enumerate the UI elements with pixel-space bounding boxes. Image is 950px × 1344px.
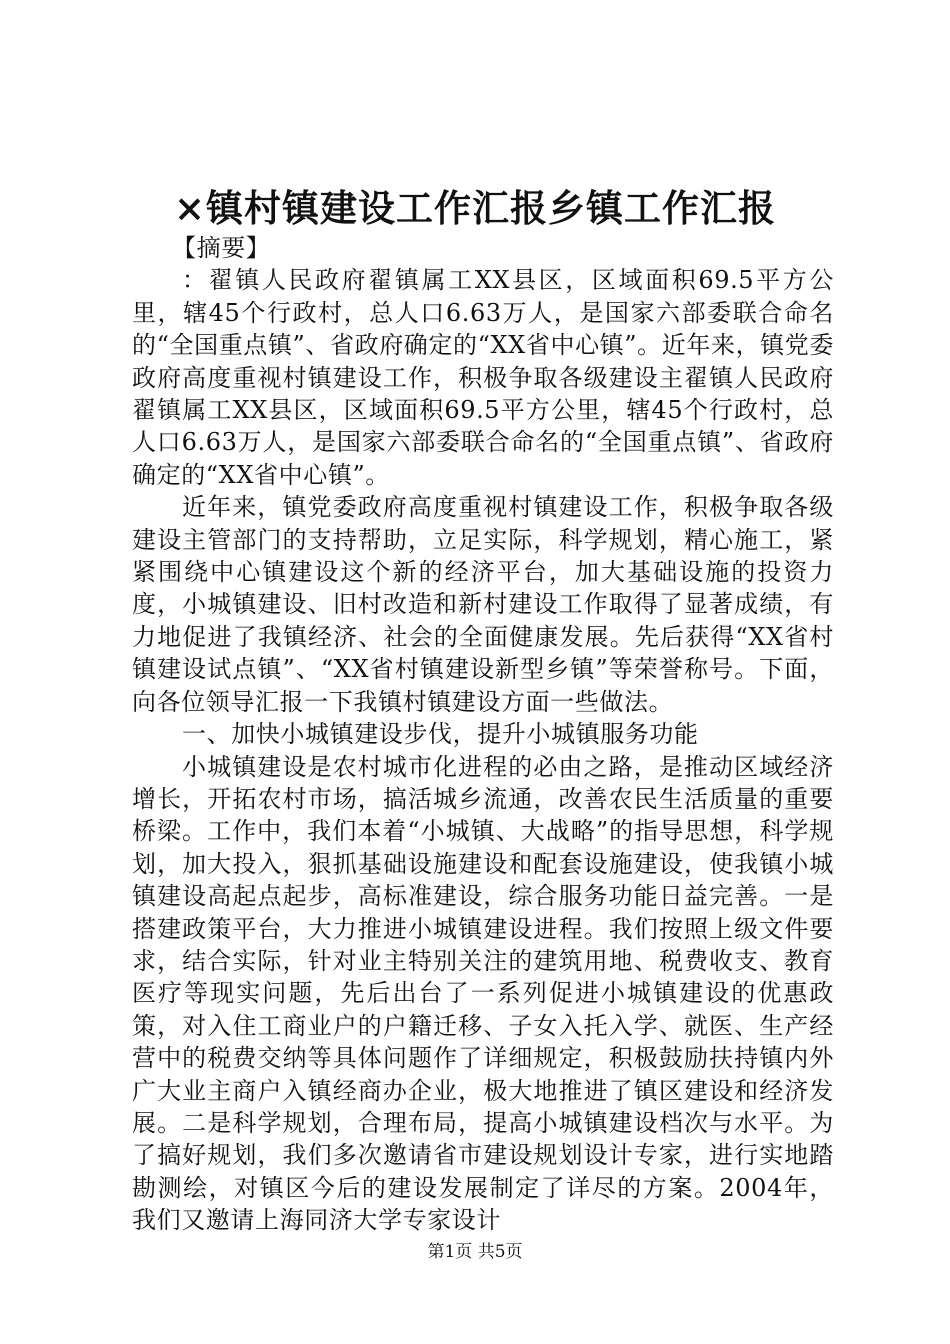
paragraph-section-1: 小城镇建设是农村城市化进程的必由之路，是推动区域经济增长，开拓农村市场，搞活城乡流通，改善农民生活质量的重要桥梁。工作中，我们本着“小城镇、大战略”的指导思想，科学规划，加大投入，狠抓基础设施建设和配套设施建设，使我镇小城镇建设高起点起步，高标准建设，综合服务功能日益完善。一是搭建政策平台，大力推进小城镇建设进程。我们按照上级文件要求，结合实际，针对业主特别关注的建筑用地、税费收支、教育医疗等现实问题，先后出台了一系列促进小城镇建设的优惠政策，对入住工商业户的户籍迁移、子女入托入学、就医、生产经营中的税费交纳等具体问题作了详细规定，积极鼓励扶持镇内外广大业主商户入镇经商办企业，极大地推进了镇区建设和经济发展。二是科学规划，合理布局，提高小城镇建设档次与水平。为了搞好规划，我们多次邀请省市建设规划设计专家，进行实地踏勘测绘，对镇区今后的建设发展制定了详尽的方案。2004年，我们又邀请上海同济大学专家设计 — [132, 752, 834, 1235]
document-title: ×镇村镇建设工作汇报乡镇工作汇报 — [173, 186, 776, 230]
paragraph-intro: 近年来，镇党委政府高度重视村镇建设工作，积极争取各级建设主管部门的支持帮助，立足实际，科学规划，精心施工，紧紧围绕中心镇建设这个新的经济平台，加大基础设施的投资力度，小城镇建设、旧村改造和新村建设工作取得了显著成绩，有力地促进了我镇经济、社会的全面健康发展。先后获得“XX省村镇建设试点镇”、“XX省村镇建设新型乡镇”等荣誉称号。下面，向各位领导汇报一下我镇村镇建设方面一些做法。 — [132, 493, 834, 716]
document-body — [132, 232, 834, 1237]
abstract-label: 【摘要】 — [172, 234, 271, 262]
section-heading-1: 一、加快小城镇建设步伐，提升小城镇服务功能 — [182, 720, 699, 749]
page-number-footer: 第1页 共5页 — [427, 1242, 523, 1262]
paragraph-abstract: ：翟镇人民政府翟镇属工XX县区，区域面积69.5平方公里，辖45个行政村，总人口6.63万人，是国家六部委联合命名的“全国重点镇”、省政府确定的“XX省中心镇”。近年来，镇党委政府高度重视村镇建设工作，积极争取各级建设主翟镇人民政府翟镇属工XX县区，区域面积69.5平方公里，辖45个行政村，总人口6.63万人，是国家六部委联合命名的“全国重点镇”、省政府确定的“XX省中心镇”。 — [132, 266, 834, 489]
